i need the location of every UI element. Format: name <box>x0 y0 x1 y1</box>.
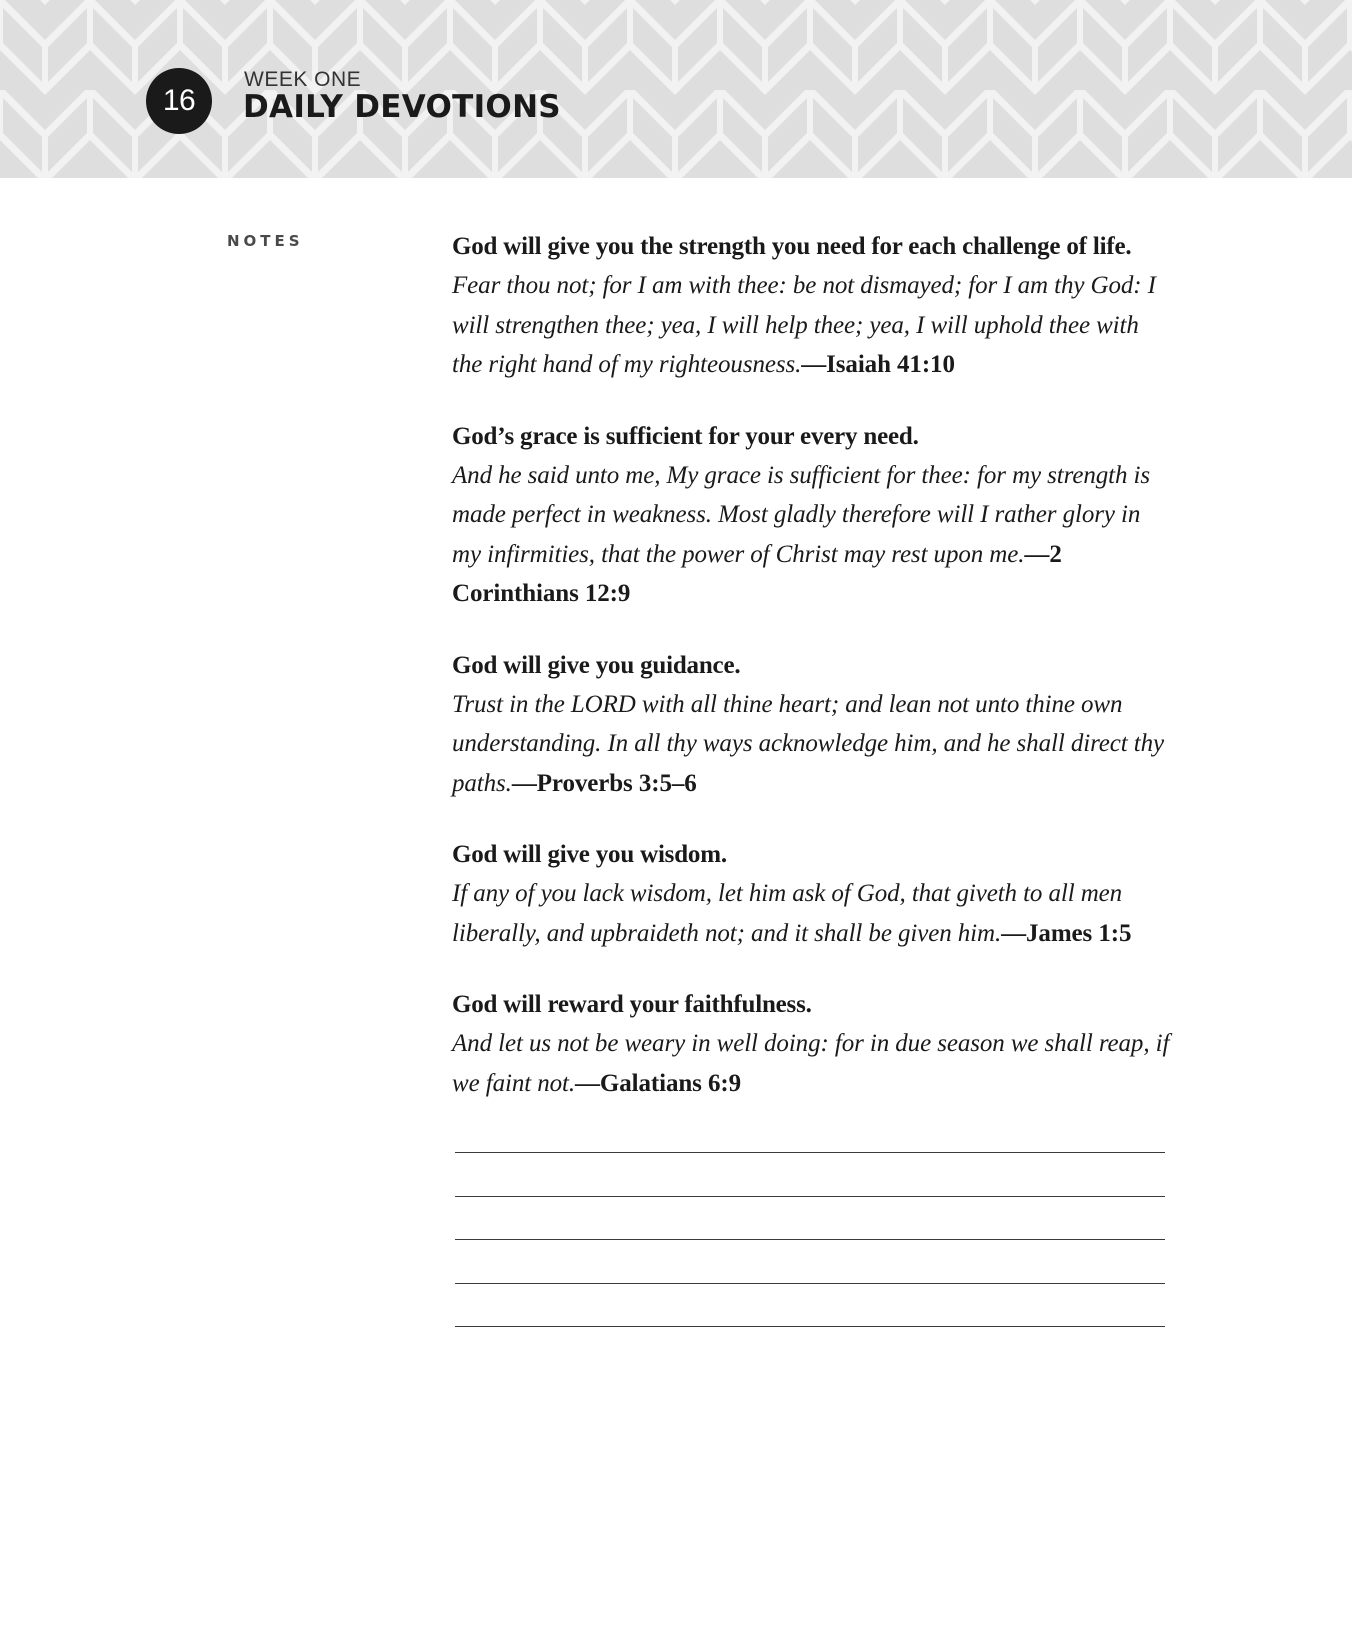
writing-lines <box>455 1152 1165 1370</box>
verse-body: And let us not be weary in well doing: for in due season we shall reap, if we faint not. <box>452 1030 1170 1097</box>
devotion-heading: God will give you the strength you need for each challenge of life. <box>452 233 1132 260</box>
verse-text <box>452 874 1172 953</box>
writing-line[interactable] <box>455 1152 1165 1196</box>
writing-line[interactable] <box>455 1326 1165 1370</box>
devotion-heading: God’s grace is sufficient for your every need. <box>452 422 919 450</box>
verse-text <box>452 1024 1172 1103</box>
page-number-badge: 16 <box>146 68 212 134</box>
devotion-item <box>452 647 1172 804</box>
devotions-list <box>452 228 1172 1136</box>
writing-line[interactable] <box>455 1196 1165 1240</box>
verse-reference: —Isaiah 41:10 <box>801 351 955 378</box>
verse-reference: —James 1:5 <box>1001 919 1132 947</box>
verse-text <box>452 456 1172 614</box>
devotion-heading: God will give you guidance. <box>452 651 741 679</box>
devotion-heading: God will give you wisdom. <box>452 841 727 868</box>
week-label: WEEK ONE <box>244 68 362 91</box>
devotion-item <box>452 228 1172 385</box>
verse-body: Fear thou not; for I am with thee: be not dismayed; for I am thy God: I will strengthen thee; yea, I will help thee; yea, I will uphold thee with the right hand of my righteousness. <box>452 272 1156 378</box>
verse-body: And he said unto me, My grace is sufficient for thee: for my strength is made perfect in weakness. Most gladly therefore will I rather glory in my infirmities, that the power of Christ may rest upon me. <box>452 461 1151 568</box>
notes-label: NOTES <box>227 232 304 250</box>
writing-line[interactable] <box>455 1283 1165 1327</box>
verse-text <box>452 685 1172 804</box>
devotion-item <box>452 836 1172 953</box>
verse-reference: —Galatians 6:9 <box>575 1069 741 1097</box>
verse-text <box>452 266 1172 385</box>
writing-line[interactable] <box>455 1239 1165 1283</box>
verse-body: Trust in the LORD with all thine heart; and lean not unto thine own understanding. In all thy ways acknowledge him, and he shall direct thy paths. <box>452 690 1165 797</box>
verse-reference: —2 Corinthians 12:9 <box>452 540 1062 607</box>
verse-reference: —Proverbs 3:5–6 <box>511 769 697 797</box>
devotion-heading: God will reward your faithfulness. <box>452 991 812 1018</box>
devotion-item <box>452 418 1172 614</box>
verse-body: If any of you lack wisdom, let him ask of God, that giveth to all men liberally, and upbraideth not; and it shall be given him. <box>452 880 1123 947</box>
devotion-item <box>452 986 1172 1103</box>
page-title: DAILY DEVOTIONS <box>243 89 561 125</box>
